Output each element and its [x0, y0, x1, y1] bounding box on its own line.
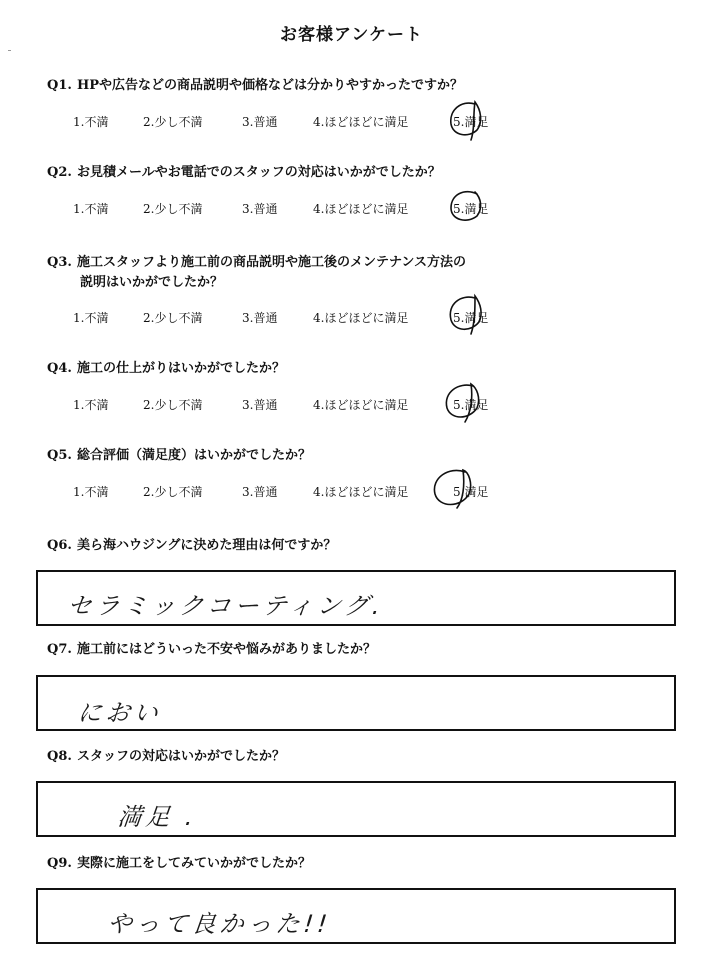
survey-title: お客様アンケート	[280, 25, 423, 45]
question-number: Q6.	[47, 538, 72, 553]
choice-5[interactable]: 5.満足	[453, 115, 489, 129]
question-5	[47, 446, 311, 466]
choice-2[interactable]: 2.少し不満	[143, 398, 203, 412]
choice-3[interactable]: 3.普通	[242, 202, 278, 216]
question-text: 総合評価（満足度）はいかがでしたか？	[77, 448, 312, 463]
question-number: Q8.	[47, 749, 72, 764]
choice-4[interactable]: 4.ほどほどに満足	[313, 398, 409, 412]
question-number: Q5.	[47, 448, 72, 463]
question-9	[47, 854, 311, 874]
question-text: 施工スタッフより施工前の商品説明や施工後のメンテナンス方法の	[77, 255, 466, 270]
question-number: Q7.	[47, 642, 72, 657]
question-number: Q9.	[47, 856, 72, 871]
handwritten-answer: やって良かった!!	[106, 910, 333, 938]
choice-4[interactable]: 4.ほどほどに満足	[313, 485, 409, 499]
question-text: スタッフの対応はいかがでしたか？	[77, 749, 286, 764]
choice-1[interactable]: 1.不満	[73, 202, 109, 216]
choice-1[interactable]: 1.不満	[73, 115, 109, 129]
question-number: Q3.	[47, 255, 72, 270]
choice-2[interactable]: 2.少し不満	[143, 202, 203, 216]
choice-5[interactable]: 5.満足	[453, 485, 489, 499]
question-number: Q1.	[47, 78, 72, 93]
handwritten-answer: におい	[76, 699, 164, 727]
handwritten-answer: 満足 .	[116, 803, 199, 831]
choice-5[interactable]: 5.満足	[453, 398, 489, 412]
answer-box-q8[interactable]	[36, 781, 676, 837]
question-3-continued: 説明はいかがでしたか？	[80, 275, 224, 290]
question-7	[47, 640, 376, 660]
choice-1[interactable]: 1.不満	[73, 311, 109, 325]
question-text: 実際に施工をしてみていかがでしたか？	[77, 856, 312, 871]
handwritten-answer: セラミックコーティング.	[66, 592, 386, 620]
question-text: 美ら海ハウジングに決めた理由は何ですか？	[77, 538, 337, 553]
choice-2[interactable]: 2.少し不満	[143, 485, 203, 499]
question-number: Q2.	[47, 165, 72, 180]
question-text: 施工前にはどういった不安や悩みがありましたか？	[77, 642, 377, 657]
question-4	[47, 359, 285, 379]
answer-box-q9[interactable]	[36, 888, 676, 944]
choice-1[interactable]: 1.不満	[73, 485, 109, 499]
question-6	[47, 536, 336, 556]
question-2	[47, 163, 441, 183]
choice-3[interactable]: 3.普通	[242, 311, 278, 325]
choice-5[interactable]: 5.満足	[453, 311, 489, 325]
question-text: HPや広告などの商品説明や価格などは分かりやすかったですか？	[77, 78, 464, 93]
choice-4[interactable]: 4.ほどほどに満足	[313, 202, 409, 216]
choice-3[interactable]: 3.普通	[242, 115, 278, 129]
choice-4[interactable]: 4.ほどほどに満足	[313, 311, 409, 325]
choice-2[interactable]: 2.少し不満	[143, 115, 203, 129]
question-8	[47, 747, 285, 767]
choice-3[interactable]: 3.普通	[242, 398, 278, 412]
question-text: お見積メールやお電話でのスタッフの対応はいかがでしたか？	[77, 165, 441, 180]
scan-speck	[8, 50, 11, 51]
answer-box-q6[interactable]	[36, 570, 676, 626]
choice-2[interactable]: 2.少し不満	[143, 311, 203, 325]
choice-1[interactable]: 1.不満	[73, 398, 109, 412]
choice-3[interactable]: 3.普通	[242, 485, 278, 499]
question-number: Q4.	[47, 361, 72, 376]
answer-box-q7[interactable]	[36, 675, 676, 731]
question-3	[47, 253, 466, 273]
choice-5[interactable]: 5.満足	[453, 202, 489, 216]
choice-4[interactable]: 4.ほどほどに満足	[313, 115, 409, 129]
question-text: 施工の仕上がりはいかがでしたか？	[77, 361, 286, 376]
question-1	[47, 76, 463, 96]
